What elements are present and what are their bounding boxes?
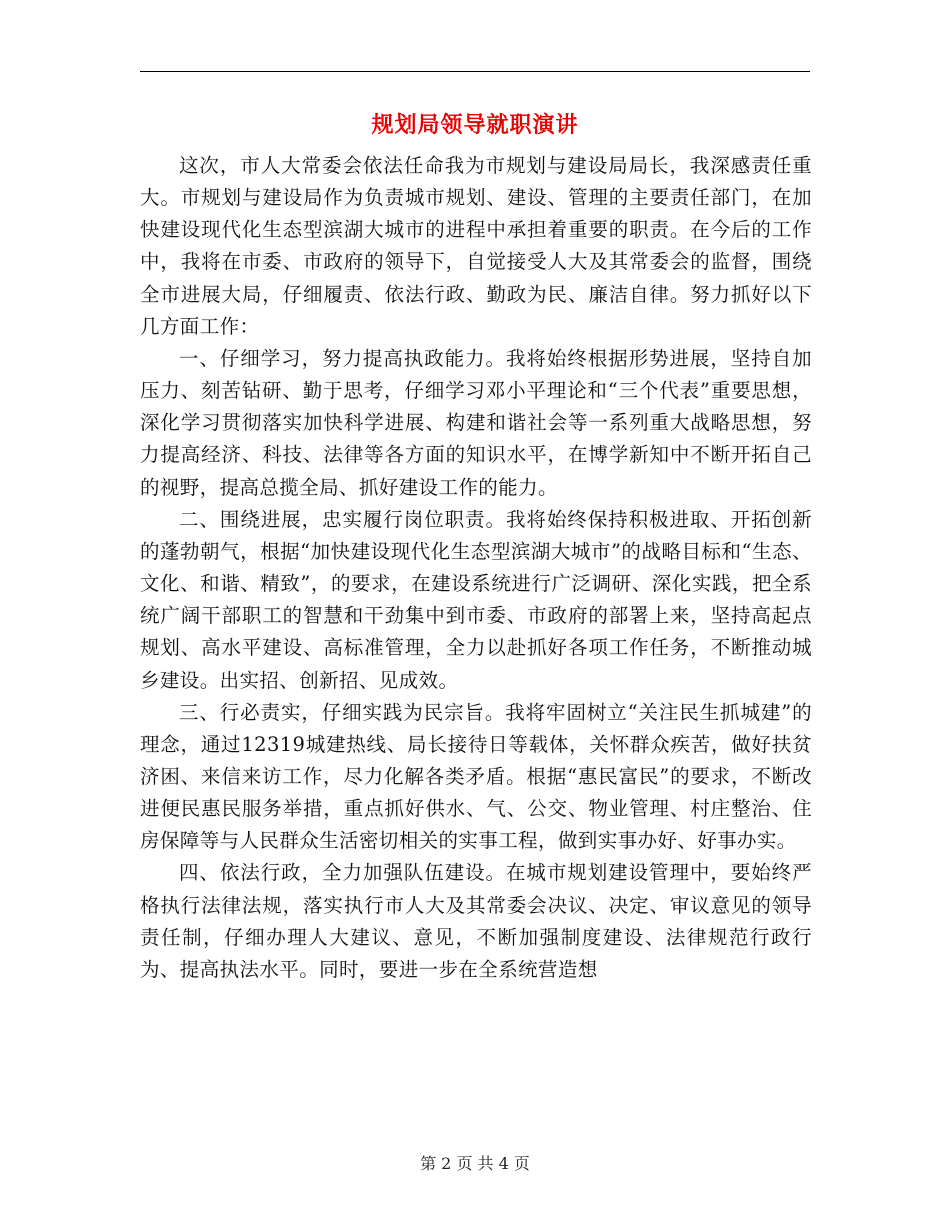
paragraph-point-2: 二、围绕进展，忠实履行岗位职责。我将始终保持积极进取、开拓创新的蓬勃朝气，根据“加快建设现代化生态型滨湖大城市”的战略目标和“生态、文化、和谐、精致”，的要求，在建设系统进行广泛调研、深化实践，把全系统广阔干部职工的智慧和干劲集中到市委、市政府的部署上来，坚持高起点规划、高水平建设、高标准管理，全力以赴抓好各项工作任务，不断推动城乡建设。出实招、创新招、见成效。 xyxy=(140,507,812,692)
document-body xyxy=(140,150,812,986)
page-number: 第 2 页 共 4 页 xyxy=(420,1154,530,1173)
paragraph-point-1: 一、仔细学习，努力提高执政能力。我将始终根据形势进展，坚持自加压力、刻苦钻研、勤于思考，仔细学习邓小平理论和“三个代表”重要思想，深化学习贯彻落实加快科学进展、构建和谐社会等一系列重大战略思想，努力提高经济、科技、法律等各方面的知识水平，在博学新知中不断开拓自己的视野，提高总揽全局、抓好建设工作的能力。 xyxy=(140,346,812,499)
paragraph-intro: 这次，市人大常委会依法任命我为市规划与建设局局长，我深感责任重大。市规划与建设局作为负责城市规划、建设、管理的主要责任部门，在加快建设现代化生态型滨湖大城市的进程中承担着重要的职责。在今后的工作中，我将在市委、市政府的领导下，自觉接受人大及其常委会的监督，围绕全市进展大局，仔细履责、依法行政、勤政为民、廉洁自律。努力抓好以下几方面工作： xyxy=(140,154,812,338)
document-title: 规划局领导就职演讲 xyxy=(371,112,579,138)
paragraph-point-3: 三、行必责实，仔细实践为民宗旨。我将牢固树立“关注民生抓城建”的理念，通过12319城建热线、局长接待日等载体，关怀群众疾苦，做好扶贫济困、来信来访工作，尽力化解各类矛盾。根据“惠民富民”的要求，不断改进便民惠民服务举措，重点抓好供水、气、公交、物业管理、村庄整治、住房保障等与人民群众生活密切相关的实事工程，做到实事办好、好事办实。 xyxy=(140,700,812,853)
header-rule xyxy=(140,71,810,72)
paragraph-point-4: 四、依法行政，全力加强队伍建设。在城市规划建设管理中，要始终严格执行法律法规，落实执行市人大及其常委会决议、决定、审议意见的领导责任制，仔细办理人大建议、意见，不断加强制度建设、法律规范行政行为、提高执法水平。同时，要进一步在全系统营造想 xyxy=(140,861,812,981)
